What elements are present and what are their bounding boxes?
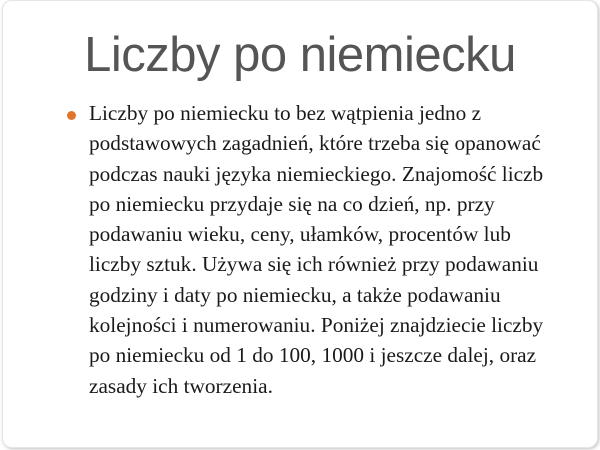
slide-title: Liczby po niemiecku <box>84 28 516 82</box>
bullet-paragraph: Liczby po niemiecku to bez wątpienia jedno z podstawowych zagadnień, które trzeba się opanować podczas nauki języka niemieckiego. Znajomość liczb po niemiecku przydaje się na co dzień, np. przy podawaniu wieku, ceny, ułamków, procentów lub liczby sztuk. Używa się ich również przy podawaniu godziny i daty po niemiecku, a także podawaniu kolejności i numerowaniu. Poniżej znajdziecie liczby po niemiecku od 1 do 100, 1000 i jeszcze dalej, oraz zasady ich tworzenia. <box>89 101 544 398</box>
slide <box>2 0 598 448</box>
bullet-dot-icon <box>67 111 76 120</box>
bullet-list <box>67 98 567 401</box>
